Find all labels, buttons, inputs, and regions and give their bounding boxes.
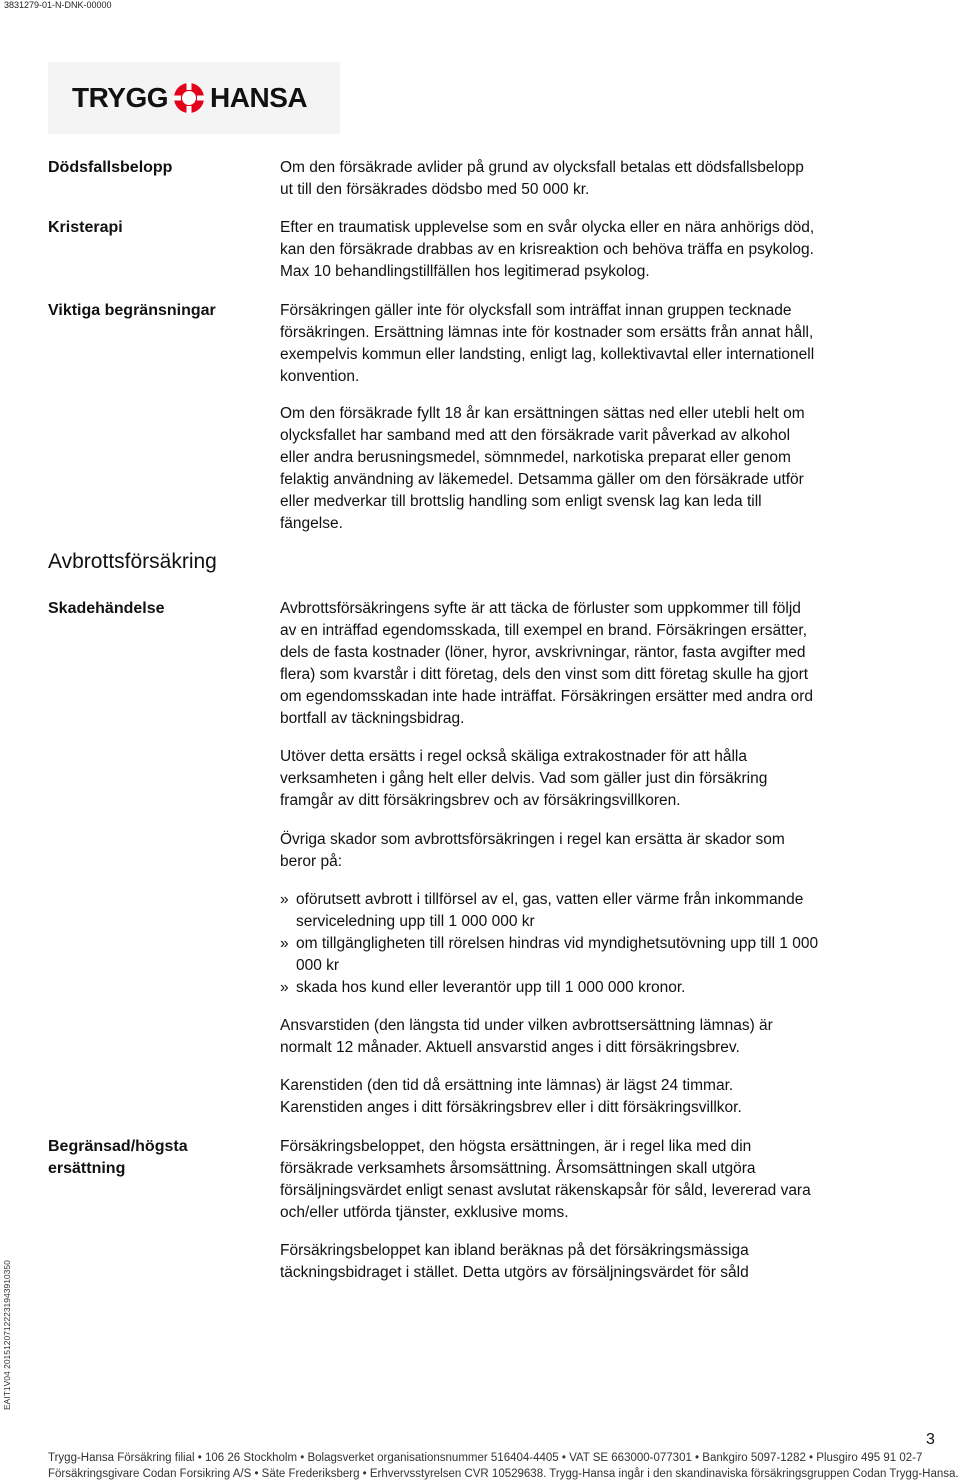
list-item [280, 977, 820, 999]
label-skadehandelse: Skadehändelse [48, 600, 165, 617]
label-viktiga-begransningar: Viktiga begränsningar [48, 302, 216, 319]
text-begransad-2: Försäkringsbeloppet kan ibland beräknas på det försäkringsmässiga täckningsbidraget i stället. Detta utgörs av försäljningsvärdet för såld [280, 1242, 749, 1281]
text-begransningar-1: Försäkringen gäller inte för olycksfall som inträffat innan gruppen tecknade försäkringen. Ersättning lämnas inte för kostnader som ersätts från annat håll, exempelvis kommun eller landsting, enligt lag, kollektivavtal eller internationell konvention. [280, 302, 815, 385]
bullet-marker: » [280, 935, 289, 952]
bullet-text: oförutsett avbrott i tillförsel av el, gas, vatten eller värme från inkommande serviceledning upp till 1 000 000 kr [296, 891, 804, 930]
side-barcode-text: EAIT1V04 20151207122231943910350 [2, 1260, 12, 1410]
text-ansvarstid: Ansvarstiden (den längsta tid under vilken avbrottsersättning lämnas) är normalt 12 månader. Aktuell ansvarstid anges i ditt försäkringsbrev. [280, 1017, 773, 1056]
bullet-marker: » [280, 891, 289, 908]
text-dodsfallsbelopp: Om den försäkrade avlider på grund av olycksfall betalas ett dödsfallsbelopp ut till den försäkrades dödsbo med 50 000 kr. [280, 159, 804, 198]
label-kristerapi: Kristerapi [48, 219, 123, 236]
text-begransad-1: Försäkringsbeloppet, den högsta ersättningen, är i regel lika med din försäkrade verksamhets årsomsättning. Årsomsättningen skall utgöra försäljningsvärdet enligt senast avslutat räkenskapsår för såld, levererad vara och/eller utförda tjänster, exklusive moms. [280, 1138, 811, 1221]
label-dodsfallsbelopp: Dödsfallsbelopp [48, 159, 173, 176]
lifebuoy-icon [172, 81, 206, 115]
bullet-marker: » [280, 979, 289, 996]
text-skade-2: Utöver detta ersätts i regel också skäliga extrakostnader för att hålla verksamheten i gång helt eller delvis. Vad som gäller just din försäkring framgår av ditt försäkringsbrev och av försäkringsvillkoren. [280, 748, 768, 809]
text-kristerapi: Efter en traumatisk upplevelse som en svår olycka eller en nära anhörigs död, kan den försäkrade drabbas av en krisreaktion och behöva träffa en psykolog. Max 10 behandlingstillfällen hos legitimerad psykolog. [280, 219, 815, 280]
footer-line-2: Försäkringsgivare Codan Forsikring A/S • Säte Frederiksberg • Erhvervsstyrelsen CVR 10529638. Trygg-Hansa ingår i den skandinaviska försäkringsgruppen Codan Trygg-Hansa. [48, 1468, 959, 1480]
logo-text-right: HANSA [210, 82, 308, 113]
bullet-list [280, 889, 820, 999]
text-karenstid: Karenstiden (den tid då ersättning inte lämnas) är lägst 24 timmar. Karenstiden anges i ditt försäkringsbrev eller i ditt försäkringsvillkor. [280, 1077, 742, 1116]
bullet-text: skada hos kund eller leverantör upp till 1 000 000 kronor. [296, 979, 686, 996]
label-begransad-hogsta-ersattning: Begränsad/högsta ersättning [48, 1138, 188, 1177]
text-begransningar-2: Om den försäkrade fyllt 18 år kan ersättningen sättas ned eller utebli helt om olycksfallet har samband med att den försäkrade varit påverkad av alkohol eller andra berusningsmedel, sömnmedel, narkotiska preparat eller genom felaktig användning av läkemedel. Detsamma gäller om den försäkrade utför eller medverkar till brottslig handling som enligt svensk lag kan leda till fängelse. [280, 405, 805, 532]
text-skade-3: Övriga skador som avbrottsförsäkringen i regel kan ersätta är skador som beror på: [280, 831, 785, 870]
list-item [280, 889, 820, 933]
text-skade-1: Avbrottsförsäkringens syfte är att täcka de förluster som uppkommer till följd av en inträffad egendomsskada, till exempel en brand. Försäkringen ersätter, dels de fasta kostnader (löner, hyror, avskrivningar, räntor, fasta avgifter med flera) som kvarstår i ditt företag, dels den vinst som ditt företag skulle ha gjort om egendomsskadan inte hade inträffat. Försäkringen ersätter med andra ord bortfall av täckningsbidrag. [280, 600, 814, 727]
bullet-text: om tillgängligheten till rörelsen hindras vid myndighetsutövning upp till 1 000 000 kr [296, 935, 819, 974]
list-item [280, 933, 820, 977]
footer-line-1: Trygg-Hansa Försäkring filial • 106 26 Stockholm • Bolagsverket organisationsnummer 516404-4405 • VAT SE 663000-077301 • Bankgiro 5097-1282 • Plusgiro 495 91 02-7 [48, 1452, 923, 1464]
document-id: 3831279-01-N-DNK-00000 [4, 0, 112, 10]
heading-avbrottsforsakring: Avbrottsförsäkring [48, 550, 217, 573]
company-logo [48, 62, 340, 134]
page-number: 3 [926, 1431, 935, 1448]
logo-text-left: TRYGG [72, 82, 169, 113]
